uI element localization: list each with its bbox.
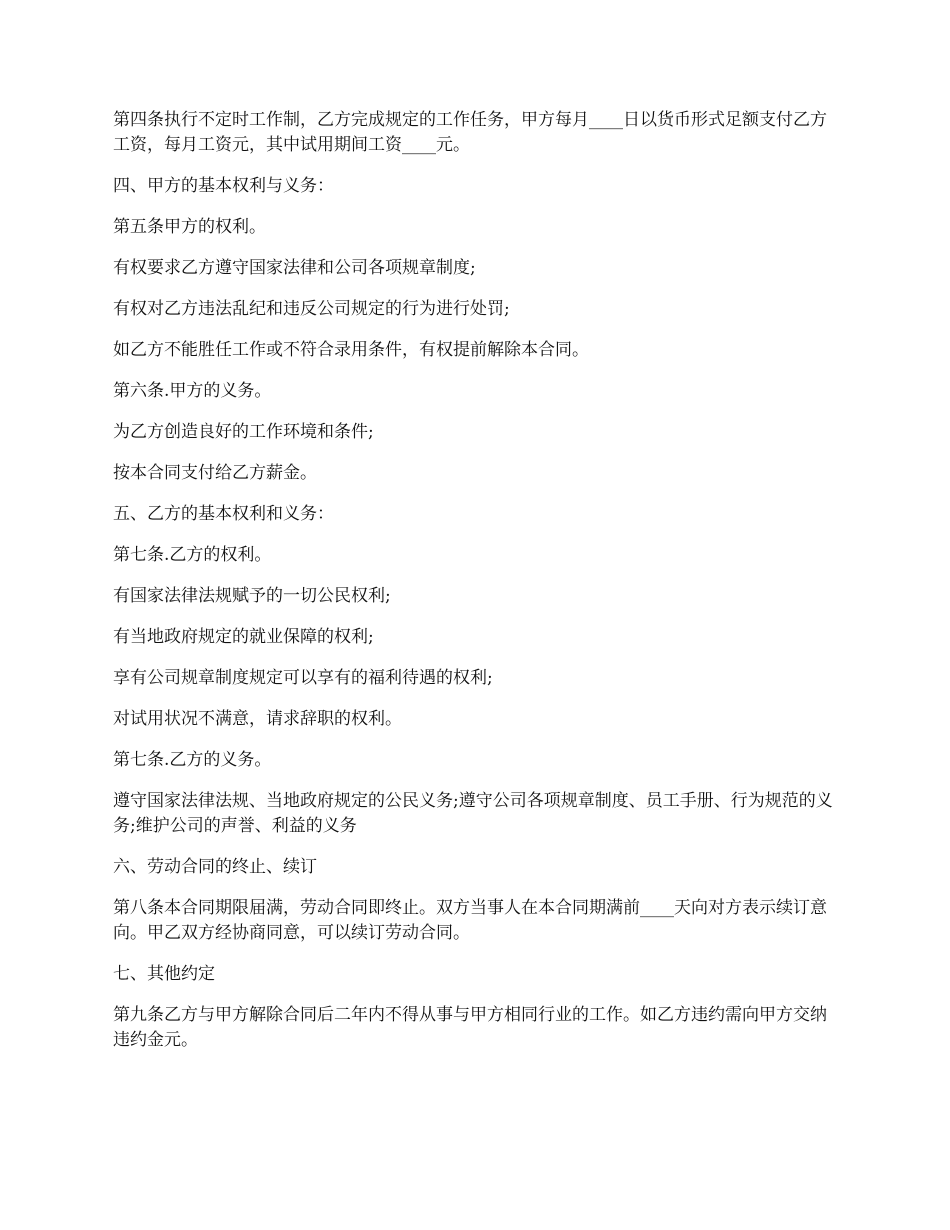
clause-8-text: 第八条本合同期限届满，劳动合同即终止。双方当事人在本合同期满前____天向对方表示续订意向。甲乙双方经协商同意，可以续订劳动合同。 (113, 898, 827, 943)
clause-7-duties-text: 遵守国家法律法规、当地政府规定的公民义务;遵守公司各项规章制度、员工手册、行为规范的义务;维护公司的声誉、利益的义务 (113, 791, 833, 836)
clause-7-rights-item-4: 对试用状况不满意，请求辞职的权利。 (113, 709, 402, 729)
clause-6-item-2: 按本合同支付给乙方薪金。 (113, 463, 317, 483)
clause-7-rights-item-1: 有国家法律法规赋予的一切公民权利; (113, 586, 391, 606)
clause-5-heading: 第五条甲方的权利。 (113, 217, 266, 237)
clause-7-rights-item-3: 享有公司规章制度规定可以享有的福利待遇的权利; (113, 668, 493, 688)
section-4-heading: 四、甲方的基本权利与义务： (113, 176, 334, 196)
clause-7-rights-heading: 第七条.乙方的权利。 (113, 545, 272, 565)
clause-6-heading: 第六条.甲方的义务。 (113, 381, 272, 401)
clause-5-item-2: 有权对乙方违法乱纪和违反公司规定的行为进行处罚; (113, 299, 510, 319)
clause-7-duties-heading: 第七条.乙方的义务。 (113, 750, 272, 770)
clause-9-text: 第九条乙方与甲方解除合同后二年内不得从事与甲方相同行业的工作。如乙方违约需向甲方交纳违约金元。 (113, 1005, 827, 1050)
clause-5-item-3: 如乙方不能胜任工作或不符合录用条件，有权提前解除本合同。 (113, 340, 589, 360)
clause-4-salary: 第四条执行不定时工作制，乙方完成规定的工作任务，甲方每月____日以货币形式足额支付乙方工资，每月工资元，其中试用期间工资____元。 (113, 110, 827, 155)
clause-5-item-1: 有权要求乙方遵守国家法律和公司各项规章制度; (113, 258, 476, 278)
section-5-heading: 五、乙方的基本权利和义务： (113, 504, 334, 524)
section-7-heading: 七、其他约定 (113, 964, 215, 984)
clause-6-item-1: 为乙方创造良好的工作环境和条件; (113, 422, 374, 442)
document-body (113, 108, 843, 1069)
clause-7-rights-item-2: 有当地政府规定的就业保障的权利; (113, 627, 374, 647)
section-6-heading: 六、劳动合同的终止、续订 (113, 857, 317, 877)
